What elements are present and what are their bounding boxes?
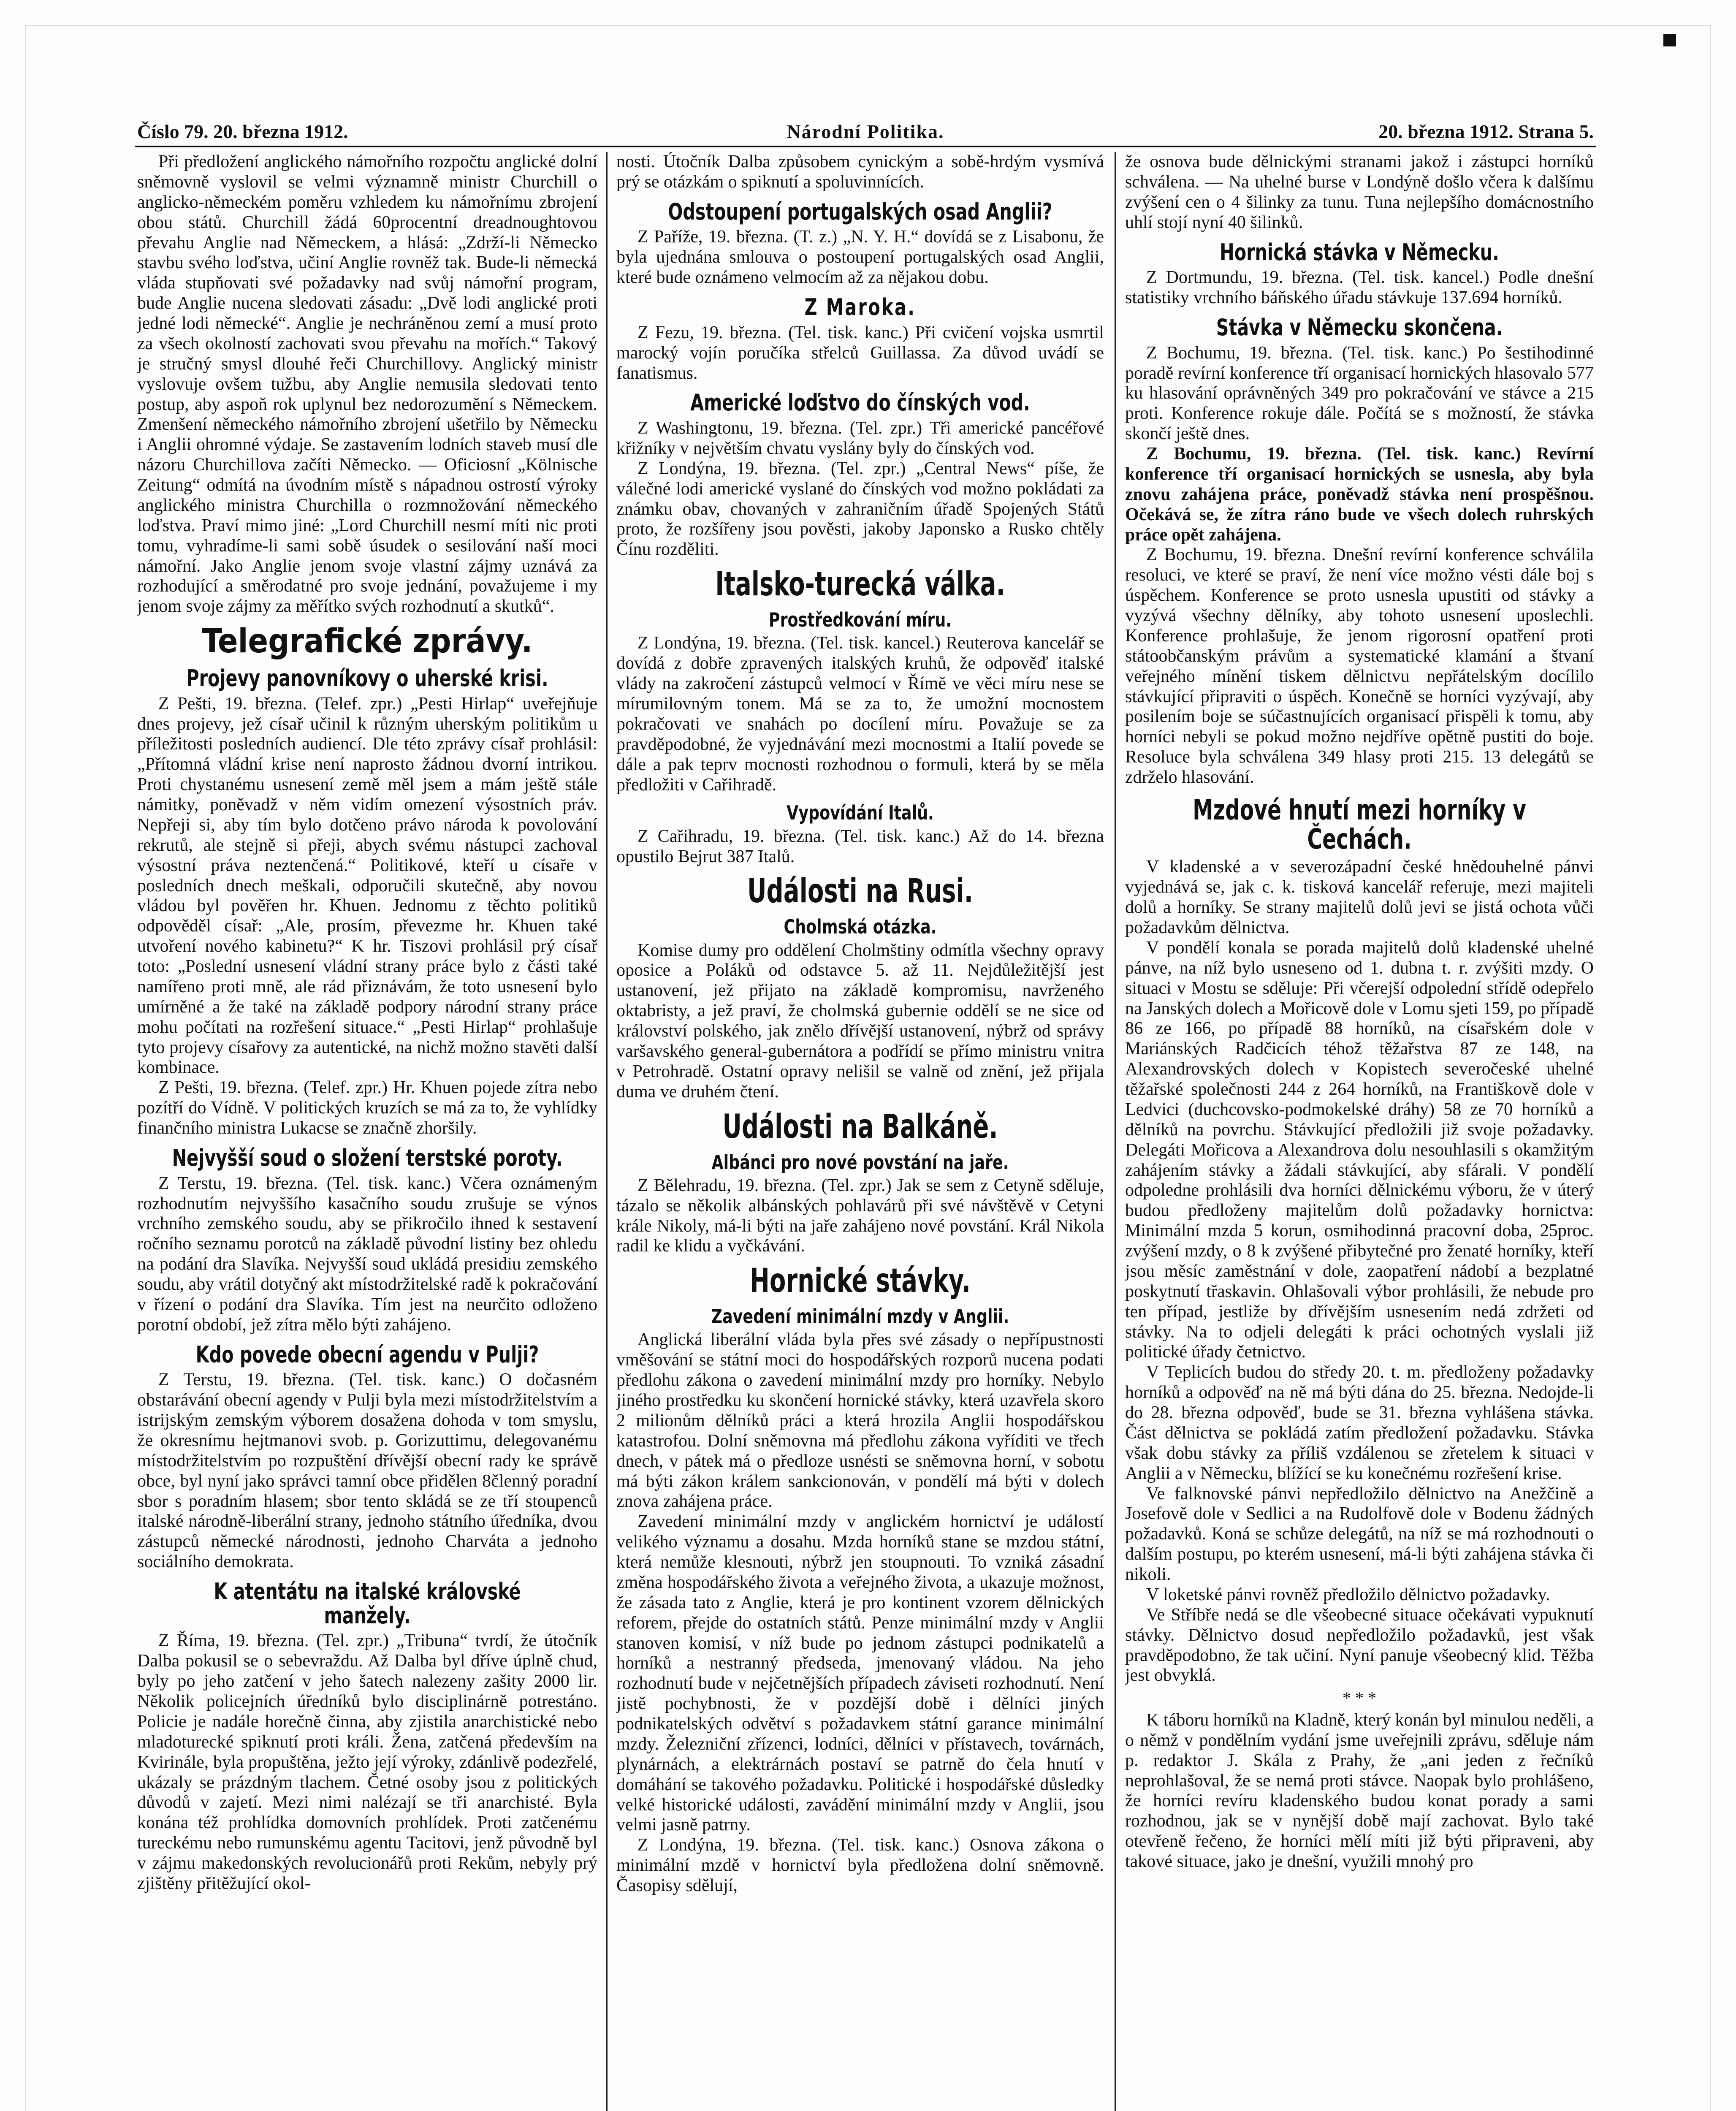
page-header	[137, 120, 1594, 146]
article-heading: Projevy panovníkovy o uherské krisi.	[186, 665, 548, 692]
article-heading: K atentátu na italské královské manžely.	[214, 1578, 521, 1629]
article-paragraph: Při předložení anglického námořního rozpočtu anglické dolní sněmovně vyslovil se velmi významně ministr Churchill o anglicko-německém poměru vzhledem ku námořnímu zbrojení obou států. Churchill žádá 60procentní dreadnoughtovou převahu Anglie nad Německem, a hlásá: „Zdrží-li Německo stavbu svého loďstva, učiní Anglie rovněž tak. Bude-li německá vláda stupňovati své požadavky nad svůj námořní program, bude Anglie nucena sledovati zásadu: „Dvě lodi anglické proti jedné lodi německé“. Anglie je nechráněnou zemí a musí proto za všech okolností zachovati svou převahu na mořích.“ Takový je stručný smysl dlouhé řeči Churchillovy. Anglický ministr vyslovuje ovšem tužbu, aby Anglie nemusila sledovati tento postup, aby aspoň rok uplynul bez nedorozumění s Německem. Zmenšení německého námořního zbrojení ušetřilo by Německu i Anglii ohromné výdaje. Se zastavením lodních staveb musí dle názoru Churchillova začíti Německo. — Oficiosní „Kölnische Zeitung“ odmítá na úvodním místě s nápadnou ostrostí výroky anglického ministra Churchilla o rozmnožování německého loďstva. Praví mimo jiné: „Lord Churchill nesmí míti nic proti tomu, vyhradíme-li sami sobě úsudek o sesilování naší moci námořní. Jako Anglie jenom svoje vlastní zájmy uznává za rozhodující a směrodatné pro svoje jednání, považujeme i my jenom svoje zájmy za měřítko svých rozhodnutí a skutků“.	[137, 152, 597, 616]
section-heading: Telegrafické zprávy.	[202, 622, 533, 661]
article-paragraph: V loketské pánvi rovněž předložilo dělnictvo požadavky.	[1146, 1585, 1550, 1604]
article-paragraph: Z Terstu, 19. března. (Tel. tisk. kanc.) Včera oznámeným rozhodnutím nejvyššího kasačního soudu zrušuje se výnos vrchního zemského soudu, aby se přikročilo ihned k sestavení ročního seznamu porotců na základě původní listiny bez ohledu na podání dra Slavíka. Nejvyšší soud ukládá presidiu zemského soudu, aby vrátil dotyčný akt místodržitelské radě k pokračování v řízení o podání dra Slavíka. Tím jest na neurčito odloženo porotní období, jež zítra mělo býti zahájeno.	[137, 1173, 597, 1335]
article-paragraph: Ve Stříbře nedá se dle všeobecné situace očekávati vypuknutí stávky. Dělnictvo dosud nepředložilo požadavků, jest však pravděpodobno, že tak učiní. Nyní panuje všeobecný klid. Těžba jest obvyklá.	[1125, 1605, 1594, 1685]
issue-number: Číslo 79. 20. března 1912.	[137, 121, 348, 142]
article-heading: Hornická stávka v Německu.	[1220, 239, 1499, 266]
article-paragraph: Z Pešti, 19. března. (Telef. zpr.) „Pesti Hirlap“ uveřejňuje dnes projevy, jež císař učinil k různým uherským politikům u příležitosti posledních audiencí. Dle této zprávy císař prohlásil: „Přítomná vládní krise není naprosto žádnou dvorní intrikou. Proti chystanému usnesení země měl jsem a mám ještě stále námitky, poněvadž v něm vidím omezení výsostních práv. Nepřeji si, aby tím bylo dotčeno právo národa k povolování rekrutů, ale stejně si přeji, abych svému nástupci zachoval výsostní práva neztenčená.“ Politikové, kteří u císaře v posledních dnech meškali, odporučili skutečně, aby novou vládou byl pověřen hr. Khuen. Jednomu z těchto politiků odpověděl císař: „Ale, prosím, převezme hr. Khuen také utvoření nového kabinetu?“ K hr. Tiszovi prohlásil prý císař toto: „Poslední usnesení vládní strany práce bylo z části také namířeno proti mně, ale rád přiznávám, že toto usnesení bylo umírněné a že také na základě podpory národní strany práce mohu počítati na rozřešení situace.“ „Pesti Hirlap“ prohlašuje tyto projevy císařovy za autentické, na nichž možno stavěti další kombinace.	[137, 694, 597, 1077]
article-heading: Stávka v Německu skončena.	[1216, 314, 1503, 341]
section-heading: Italsko-turecká válka.	[715, 565, 1005, 604]
article-paragraph: Z Londýna, 19. března. (Tel. tisk. kancel.) Reuterova kancelář se dovídá z dobře zpravených italských kruhů, že odpověď italské vlády na zakročení zástupců velmocí v Římě ve věci míru nese se mírumilovným tonem. Má se za to, že umožní mocnostem pokračovati ve snahách po docílení míru. Považuje se za pravděpodobné, že vyjednávání mezi mocnostmi a Italií povede se dále a pak teprv mocnosti rozhodnou o formuli, která by se měla předložiti v Cařihradě.	[616, 633, 1104, 795]
newspaper-title: Národní Politika.	[787, 121, 944, 142]
article-paragraph: Zavedení minimální mzdy v anglickém hornictví je událostí velikého významu a dosahu. Mzda horníků stane se mzdou státní, která nemůže klesnouti, nýbrž jen stoupnouti. To vzniká zásadní změna hospodářského života a veřejného života, a ukazuje možnost, že zásada tato z Anglie, která je pro kontinent vzorem dělnických reforem, přejde do ostatních států. Penze minimální mzdy v Anglii stanoven komisí, v níž bude po jednom zástupci podnikatelů a horníků a nestranný předseda, jmenovaný vládou. Na jeho rozhodnutí bude v nejčetnějších případech záviseti rozhodnutí. Není jistě pochybnosti, že v pozdější době i dělníci jiných podnikatelských odvětví s požadavkem státní garance minimální mzdy. Železniční zřízenci, lodníci, dělníci v přístavech, továrnách, plynárnách, a elektrárnách postaví se patrně do čela hnutí v domáhání se takového požadavku. Politické i hospodářské důsledky velké historické události, zavádění minimální mzdy v Anglii, jsou velmi jasně patrny.	[616, 1512, 1104, 1835]
article-paragraph: Z Washingtonu, 19. března. (Tel. zpr.) Tři americké pancéřové křižníky v největším chvatu vyslány byly do čínských vod.	[616, 418, 1104, 458]
section-heading: Mzdové hnutí mezi horníky v Čechách.	[1193, 793, 1526, 856]
article-paragraph: V pondělí konala se porada majitelů dolů kladenské uhelné pánve, na níž bylo usneseno od 1. dubna t. r. zvýšiti mzdy. O situaci v Mostu se sděluje: Při včerejší odpolední střídě odepřelo na Janských dolech a Mořicově dole v Lomu sjeti 159, po případě 86 ze 166, po případě 88 horníků, na císařském dole v Mariánských Radčicích téhož těžařstva 87 ze 148, na Alexandrovských dolech v Kopistech severočeské uhelné těžařské společnosti 244 z 264 horníků, na Františkově dole v Ledvici (duchcovsko-podmokelské dráhy) 58 ze 70 horníků a dělníků na povrchu. Stávkující předložili již svoje požadavky. Delegáti Mořicova a Alexandrova dolu nesouhlasili s okamžitým zahájením stávky a žádali stávkující, aby sfárali. V pondělí odpoledne prohlásili dva horníci dělnickému výboru, že v úterý budou předloženy majitelům dolů požadavky hornictva: Minimální mzda 5 korun, osmihodinná pracovní doba, 25proc. zvýšení mzdy, o 8 k zvýšené přibytečné pro ženaté horníky, kteří jsou měsíc zaměstnání v dole, zaopatření nádobí a bezplatné poskytnutí třaskavin. Ohlašovali výbor prohlásili, že nebude pro ten případ, jestliže by dřívějším usnesením nedá zdržeti od stávky. Na to odjeli delegáti k práci ochotných vyslali již politické úřady četnictvo.	[1125, 938, 1594, 1362]
article-paragraph: Komise dumy pro oddělení Cholmštiny odmítla všechny opravy oposice a Poláků od odstavce 5. až 11. Nejdůležitější jest ustanovení, jež přijato na základě kompromisu, navrženého oktabristy, a jež praví, že cholmská gubernie oddělí se ne sice od království polského, jak znělo dřívější ustanovení, nýbrž od správy varšavského general-gubernátora a podřídí se přímo ministru vnitra v Petrohradě. Ostatní opravy nelišil se valně od znění, jež přijala duma ve druhém čtení.	[616, 940, 1104, 1102]
article-paragraph: Z Dortmundu, 19. března. (Tel. tisk. kancel.) Podle dnešní statistiky vrchního báňského úřadu stávkuje 137.694 horníků.	[1125, 268, 1594, 308]
article-paragraph: Z Londýna, 19. března. (Tel. tisk. kanc.) Osnova zákona o minimální mzdě v hornictví byla předložena dolní sněmovně. Časopisy sdělují,	[616, 1835, 1104, 1896]
article-paragraph: Z Paříže, 19. března. (T. z.) „N. Y. H.“ dovídá se z Lisabonu, že byla ujednána smlouva o postoupení portugalských osad Anglii, které bude oznámeno velmocím až za nějakou dobu.	[616, 227, 1104, 288]
sub-heading: Cholmská otázka.	[784, 915, 937, 939]
sub-heading: Prostředkování míru.	[768, 608, 952, 632]
article-paragraph: Z Pešti, 19. března. (Telef. zpr.) Hr. Khuen pojede zítra nebo pozítří do Vídně. V politických kruzích se má za to, že vyhlídky finančního ministra Lukacse se značně zhoršily.	[137, 1078, 597, 1138]
article-paragraph: že osnova bude dělnickými stranami jakož i zástupci horníků schválena. — Na uhelné burse v Londýně došlo včera k dalšímu zvýšení cen o 4 šilinky za tunu. Tuna nejlepšího domácnostního uhlí stojí nyní 40 šilinků.	[1125, 152, 1594, 232]
article-paragraph: Ve falknovské pánvi nepředložilo dělnictvo na Anežčině a Josefově dole v Sedlici a na Rudolfově dole v Bodenu žádných požadavků. Koná se schůze delegátů, na níž se má rozhodnouti o dalším postupu, po kterém usnesení, má-li býti zahájena stávka či nikoli.	[1125, 1484, 1594, 1585]
article-paragraph: Z Bochumu, 19. března. (Tel. tisk. kanc.) Po šestihodinné poradě revírní konference tří organisací hornických hlasovalo 577 ku hlasování oprávněných 349 pro pokračování ve stávce a 215 proti. Konference rokuje dále. Počítá se s možností, že stávka skončí ještě dnes.	[1125, 343, 1594, 444]
article-heading: Odstoupení portugalských osad Anglii?	[668, 198, 1052, 225]
column-divider	[1115, 152, 1116, 2111]
sub-heading: Vypovídání Italů.	[787, 801, 934, 825]
article-paragraph: K táboru horníků na Kladně, který konán byl minulou neděli, a o němž v pondělním vydání jsme uveřejnili zprávu, sděluje nám p. redaktor J. Skála z Prahy, že „ani jeden z řečníků neprohlašoval, že se nemá proti stávce. Naopak bylo prohlášeno, že horníci revíru kladenského budou konat porady a sami rozhodnou, jak se v nynější době mají zachovat. Bylo také otevřeně řečeno, že horníci mělí míti již býti připraveni, aby takové situace, jako je dnešní, využili mnohý pro	[1125, 1710, 1594, 1872]
article-paragraph: Z Bělehradu, 19. března. (Tel. zpr.) Jak se sem z Cetyně sděluje, tázalo se několik albánských pohlavárů při své návštěvě v Cetyni krále Nikoly, má-li býti na jaře zahájeno nové povstání. Král Nikola radil ke klidu a vyčkávání.	[616, 1175, 1104, 1256]
article-heading: Americké loďstvo do čínských vod.	[690, 389, 1030, 416]
article-paragraph: Z Cařihradu, 19. března. (Tel. tisk. kanc.) Až do 14. března opustilo Bejrut 387 Italů.	[616, 826, 1104, 866]
separator-stars: * * *	[1343, 1688, 1376, 1708]
section-heading: Události na Rusi.	[747, 872, 974, 911]
article-heading: Kdo povede obecní agendu v Pulji?	[195, 1341, 539, 1368]
section-heading: Hornické stávky.	[749, 1262, 971, 1300]
article-paragraph: Z Bochumu, 19. března. Dnešní revírní konference schválila resoluci, ve které se praví, že není více možno vésti dále boj s úspěchem. Konference se proto usnesla upustiti od stávky a vyzývá všechny dělníky, aby tohoto usnesení uposlechli. Konference prohlašuje, že jenom rigorosní opatření proti státoobčanským právům a systematické klamání a štvaní veřejného mínění tiskem dělnictvu nepřátelským docílilo stávkující připraviti o úspěch. Konečně se horníci vyzývají, aby posilením boje se súčastnujících organisací přispěli k tomu, aby horníci nebyli se pokud možno nejdříve opětně pustiti do boje. Resoluce byla schválena 349 hlasy proti 215. 13 delegátů se zdrželo hlasování.	[1125, 545, 1594, 787]
article-paragraph: nosti. Útočník Dalba způsobem cynickým a sobě-hrdým vysmívá prý se otázkám o spiknutí a spoluvinnících.	[616, 152, 1104, 192]
article-paragraph: Z Fezu, 19. března. (Tel. tisk. kanc.) Při cvičení vojska usmrtil marocký vojín poručíka střelců Guillassa. Za důvod uvádí se fanatismus.	[616, 323, 1104, 383]
column-1	[137, 152, 597, 2111]
article-heading: Nejvyšší soud o složení terstské poroty.	[172, 1144, 563, 1171]
article-paragraph: Z Londýna, 19. března. (Tel. zpr.) „Central News“ píše, že válečné lodi americké vyslané do čínských vod možno pokládati za známku obav, chovaných v zahraničním úřadě Spojených Států proto, že rozšířeny jsou pověsti, jakoby Japonsko a Rusko chtěly Čínu rozděliti.	[616, 459, 1104, 559]
article-paragraph: V Teplicích budou do středy 20. t. m. předloženy požadavky horníků a odpověď na ně má býti dána do 25. března. Nedojde-li do 28. března odpověď, bude se 31. března vyhlášena stávka. Část dělnictva se pokládá zatím předložení požadavku. Stávka však dobu stávky za příliš vzdálenou se zřetelem k situaci v Anglii a v Německu, blížící se ku konečnému rozřešení krise.	[1125, 1362, 1594, 1483]
article-paragraph: Z Bochumu, 19. března. (Tel. tisk. kanc.) Revírní konference tří organisací hornických se usnesla, aby byla znovu zahájena práce, poněvadž stávka není prospěšnou. Očekává se, že zítra ráno bude ve všech dolech ruhrských práce opět zahájena.	[1125, 444, 1594, 545]
article-paragraph: Anglická liberální vláda byla přes své zásady o nepřípustnosti vměšování se státní moci do hospodářských rozporů nucena podati předlohu zákona o zavedení minimální mzdy pro horníky. Nebylo jiného prostředku ku skončení hornické stávky, která uzavřela skoro 2 milionům dělníků práci a která hrozila Anglii hospodářskou katastrofou. Dolní sněmovna má předlohu zákona vyříditi ve třech dnech, v pátek má o předloze usnésti se sněmovna horní, v sobotu má býti zákon králem sankcionován, v pondělí má býti v dolech znova zahájena práce.	[616, 1330, 1104, 1511]
article-paragraph: Z Terstu, 19. března. (Tel. tisk. kanc.) O dočasném obstarávání obecní agendy v Pulji byla mezi místodržitelstvím a istrijským zemským výborem dosažena dohoda v tom smyslu, že okresnímu hejtmanovi svob. p. Gorizuttimu, delegovanému místodržitelstvím po rozpuštění dřívější obecní rady ke správě obce, byl nyní jako správci tamní obce přidělen 8členný poradní sbor s poradním hlasem; sbor tento skládá se ze tří stoupenců italské národně-liberální strany, jednoho státního úředníka, dvou zástupců německé národnosti, jednoho Charváta a jednoho sociálního demokrata.	[137, 1370, 597, 1572]
registration-mark	[1663, 34, 1676, 46]
section-heading: Události na Balkáně.	[722, 1107, 998, 1146]
article-heading: Z Maroka.	[804, 294, 916, 321]
sub-heading: Zavedení minimální mzdy v Anglii.	[711, 1305, 1009, 1328]
article-paragraph: V kladenské a v severozápadní české hnědouhelné pánvi vyjednává se, jak c. k. tisková kancelář referuje, mezi majiteli dolů a horníky. Se strany majitelů dolů jevi se jistá ochota vůči požadavkům dělnictva.	[1125, 857, 1594, 938]
column-3	[1125, 152, 1594, 2111]
column-2	[616, 152, 1104, 2111]
column-divider	[606, 152, 608, 2111]
article-paragraph: Z Říma, 19. března. (Tel. zpr.) „Tribuna“ tvrdí, že útočník Dalba pokusil se o sebevraždu. Až Dalba byl dříve úplně chud, byly po jeho zatčení v jeho šatech nalezeny zašity 2000 lir. Několik policejních úředníků bylo disciplinárně potrestáno. Policie je nadále horečně činna, aby zjistila anarchistické nebo mladoturecké spiknutí proti králi. Žena, zatčená především na Kvirinále, byla propuštěna, ježto její výroky, zdánlivě podezřelé, ukázaly se prázdným tlachem. Četné osoby jsou z politických důvodů v zajetí. Mezi nimi nalézají se tři anarchisté. Byla konána též prohlídka domovních prohlídek. Proti zatčenému tureckému nebo rumunskému agentu Tacitovi, jenž původně byl v zájmu makedonských revolucionářů proti Rekům, nebyly prý zjištěny přitěžující okol-	[137, 1631, 597, 1893]
sub-heading: Albánci pro nové povstání na jaře.	[711, 1150, 1009, 1174]
page-number: 20. března 1912. Strana 5.	[1378, 121, 1594, 142]
header-rule	[135, 146, 1596, 147]
